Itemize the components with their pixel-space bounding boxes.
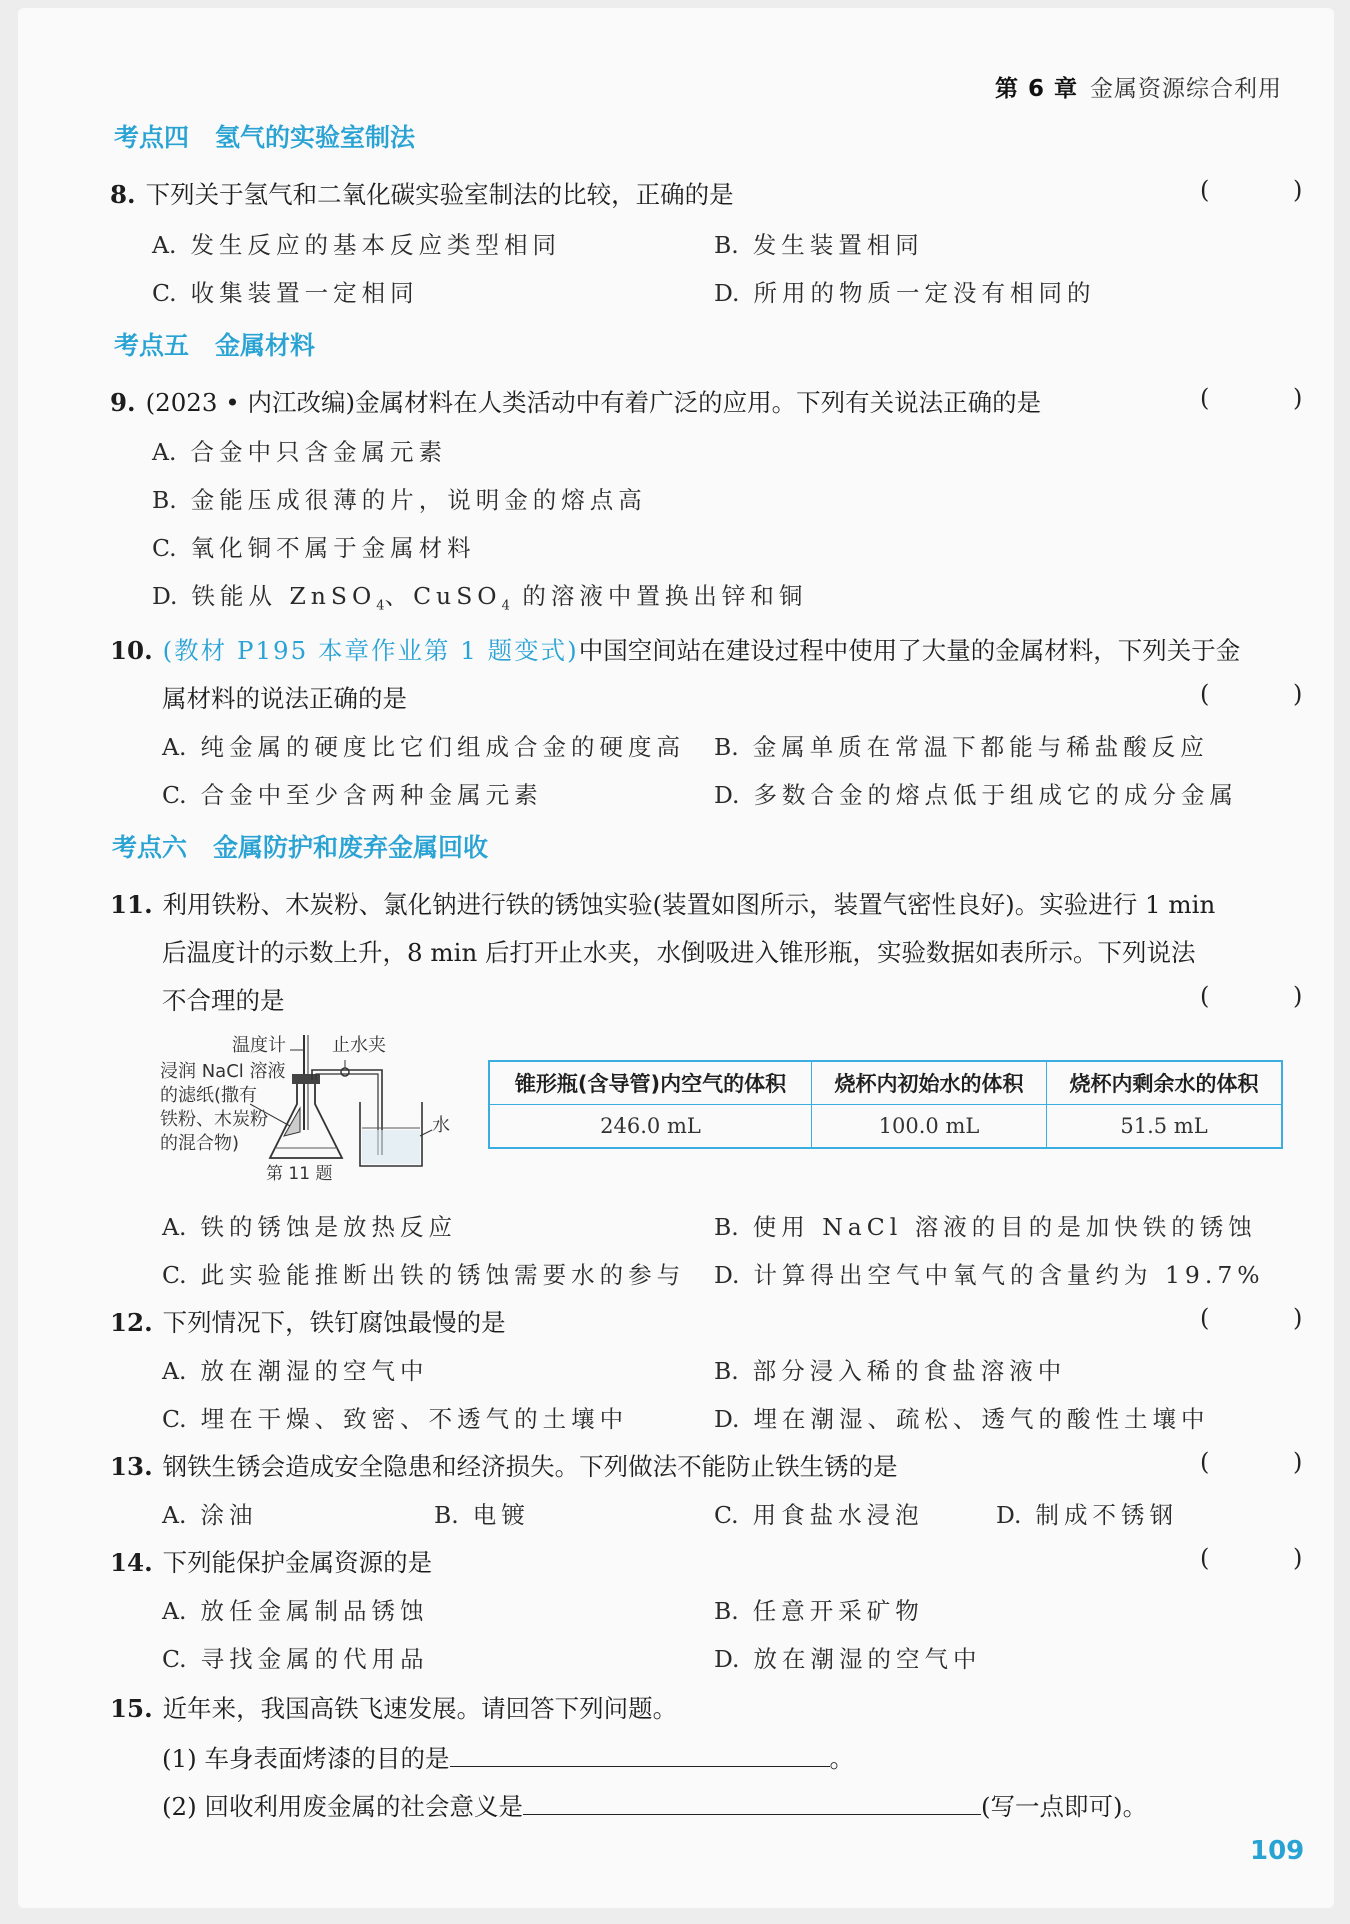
question-number: 10.: [110, 636, 153, 665]
question-text: (2023 • 内江改编)金属材料在人类活动中有着广泛的应用。下列有关说法正确的是: [145, 388, 1042, 417]
table-cell: 51.5 mL: [1047, 1105, 1283, 1149]
option-d: D. 放在潮湿的空气中: [714, 1645, 982, 1673]
question-11: [110, 886, 1215, 921]
option-a: A. 铁的锈蚀是放热反应: [162, 1213, 457, 1241]
question-10-cont: 属材料的说法正确的是: [162, 684, 407, 713]
question-8: [110, 176, 734, 211]
question-14: [110, 1544, 432, 1579]
option-a: A. 放任金属制品锈蚀: [162, 1597, 429, 1625]
section-heading-6: [112, 828, 488, 864]
question-9: [110, 384, 1041, 419]
table-header: 锥形瓶(含导管)内空气的体积: [489, 1061, 812, 1105]
section-title: 氢气的实验室制法: [215, 123, 416, 152]
question-text: 中国空间站在建设过程中使用了大量的金属材料，下列关于金: [578, 636, 1241, 665]
option-d: D. 铁能从 ZnSO$_4$、CuSO$_4$ 的溶液中置换出锌和铜: [152, 582, 808, 614]
option-d: D. 制成不锈钢: [996, 1501, 1178, 1529]
section-label: 考点五: [114, 331, 190, 360]
option-a: A. 发生反应的基本反应类型相同: [152, 231, 561, 259]
question-15-part-1: (1) 车身表面烤漆的目的是 。: [162, 1740, 854, 1775]
table-header: 烧杯内初始水的体积: [812, 1061, 1047, 1105]
question-15-part-2: (2) 回收利用废金属的社会意义是 (写一点即可)。: [162, 1788, 1147, 1823]
option-b: B. 金属单质在常温下都能与稀盐酸反应: [714, 733, 1209, 761]
option-c: C. 寻找金属的代用品: [162, 1645, 429, 1673]
option-a: A. 纯金属的硬度比它们组成合金的硬度高: [162, 733, 685, 761]
question-source: (教材 P195 本章作业第 1 题变式): [162, 636, 579, 665]
question-12: [110, 1304, 506, 1339]
option-c: C. 氧化铜不属于金属材料: [152, 534, 476, 562]
answer-bracket: ( ): [1200, 680, 1341, 708]
question-text: 下列情况下，铁钉腐蚀最慢的是: [162, 1308, 506, 1337]
question-number: 13.: [110, 1452, 153, 1481]
section-title: 金属防护和废弃金属回收: [213, 833, 489, 862]
option-a: A. 涂油: [162, 1501, 258, 1529]
question-number: 11.: [110, 890, 153, 919]
section-heading-4: [114, 118, 415, 154]
answer-bracket: ( ): [1200, 1448, 1341, 1476]
option-c: C. 收集装置一定相同: [152, 279, 419, 307]
question-number: 15.: [110, 1694, 153, 1723]
answer-bracket: ( ): [1200, 1304, 1341, 1332]
figure-caption: 第 11 题: [266, 1164, 333, 1184]
option-a: A. 放在潮湿的空气中: [162, 1357, 429, 1385]
label-filter-2: 的滤纸(撒有: [160, 1085, 258, 1106]
running-header: [995, 70, 1282, 103]
chapter-title: 金属资源综合利用: [1090, 76, 1283, 102]
section-title: 金属材料: [215, 331, 316, 360]
option-c: C. 用食盐水浸泡: [714, 1501, 924, 1529]
question-10: [110, 632, 1240, 667]
option-c: C. 合金中至少含两种金属元素: [162, 781, 543, 809]
question-13: [110, 1448, 898, 1483]
label-water: 水: [432, 1115, 450, 1136]
question-15: [110, 1690, 677, 1725]
question-text: 钢铁生锈会造成安全隐患和经济损失。下列做法不能防止铁生锈的是: [162, 1452, 898, 1481]
option-b: B. 金能压成很薄的片，说明金的熔点高: [152, 486, 647, 514]
data-table: [488, 1060, 1283, 1149]
option-c: C. 埋在干燥、致密、不透气的土壤中: [162, 1405, 629, 1433]
label-thermometer: 温度计: [232, 1035, 286, 1056]
answer-bracket: ( ): [1200, 176, 1341, 204]
question-number: 12.: [110, 1308, 153, 1337]
question-number: 9.: [110, 388, 136, 417]
question-11-line-2: 后温度计的示数上升，8 min 后打开止水夹，水倒吸进入锥形瓶，实验数据如表所示。下列说法: [162, 938, 1196, 967]
option-b: B. 部分浸入稀的食盐溶液中: [714, 1357, 1067, 1385]
table-header-row: [489, 1061, 1282, 1105]
section-heading-5: [114, 326, 315, 362]
section-label: 考点四: [114, 123, 190, 152]
question-text: 利用铁粉、木炭粉、氯化钠进行铁的锈蚀实验(装置如图所示，装置气密性良好)。实验进行 1 min: [162, 890, 1216, 919]
label-filter-3: 铁粉、木炭粉: [160, 1109, 268, 1130]
section-label: 考点六: [112, 833, 188, 862]
question-text: 下列关于氢气和二氧化碳实验室制法的比较，正确的是: [145, 180, 734, 209]
option-d: D. 所用的物质一定没有相同的: [714, 279, 1096, 307]
option-b: B. 电镀: [434, 1501, 530, 1529]
page-number: 109: [1250, 1836, 1305, 1866]
question-text: 近年来，我国高铁飞速发展。请回答下列问题。: [162, 1694, 678, 1723]
table-row: [489, 1105, 1282, 1149]
option-b: B. 使用 NaCl 溶液的目的是加快铁的锈蚀: [714, 1213, 1257, 1241]
question-number: 14.: [110, 1548, 153, 1577]
label-clamp: 止水夹: [332, 1035, 386, 1056]
table-cell: 100.0 mL: [812, 1105, 1047, 1149]
option-b: B. 任意开采矿物: [714, 1597, 924, 1625]
option-d: D. 多数合金的熔点低于组成它的成分金属: [714, 781, 1238, 809]
chapter-number: 第 6 章: [995, 76, 1079, 102]
table-cell: 246.0 mL: [489, 1105, 812, 1149]
option-a: A. 合金中只含金属元素: [152, 438, 447, 466]
option-d: D. 埋在潮湿、疏松、透气的酸性土壤中: [714, 1405, 1210, 1433]
table-header: 烧杯内剩余水的体积: [1047, 1061, 1283, 1105]
option-d: D. 计算得出空气中氧气的含量约为 19.7%: [714, 1261, 1265, 1289]
label-filter-4: 的混合物): [160, 1133, 240, 1154]
answer-blank[interactable]: [523, 1788, 981, 1815]
option-b: B. 发生装置相同: [714, 231, 924, 259]
answer-bracket: ( ): [1200, 982, 1341, 1010]
answer-bracket: ( ): [1200, 384, 1341, 412]
answer-blank[interactable]: [450, 1740, 830, 1767]
question-11-line-3: 不合理的是: [162, 986, 285, 1015]
answer-bracket: ( ): [1200, 1544, 1341, 1572]
question-number: 8.: [110, 180, 136, 209]
option-c: C. 此实验能推断出铁的锈蚀需要水的参与: [162, 1261, 686, 1289]
question-text: 下列能保护金属资源的是: [162, 1548, 433, 1577]
label-filter-1: 浸润 NaCl 溶液: [160, 1061, 286, 1082]
